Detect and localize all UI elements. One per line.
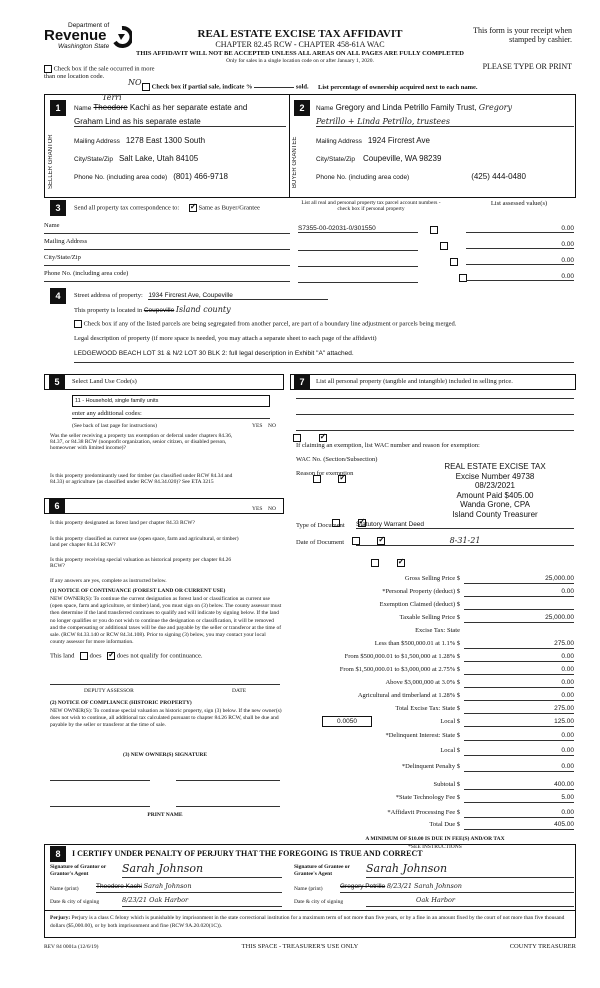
seller-name-line2[interactable]: Graham Lind as his separate estate <box>74 117 286 127</box>
partial-handwritten: NO <box>128 78 142 87</box>
multi-location-row <box>44 65 164 80</box>
located-struck: Coupeville <box>143 307 175 314</box>
grantor-name-hand: Sarah Johnson <box>143 882 192 890</box>
reason-label: Reason for exemption <box>296 470 354 477</box>
seller-city[interactable]: Salt Lake, Utah 84105 <box>118 154 199 163</box>
local-rate[interactable]: 0.0050 <box>322 716 372 727</box>
segregated-checkbox[interactable] <box>74 320 82 328</box>
yes-label: YES <box>252 423 263 429</box>
tax-value[interactable]: 0.00 <box>464 665 574 675</box>
doc-type-label: Type of Document <box>296 522 345 529</box>
seller-name-hand: Terri <box>102 93 122 102</box>
corr-name[interactable]: Name <box>44 222 290 234</box>
parcel-personal-checkbox[interactable] <box>450 258 458 266</box>
form-warning: THIS AFFIDAVIT WILL NOT BE ACCEPTED UNLESS ALL AREAS ON ALL PAGES ARE FULLY COMPLETED <box>136 50 464 57</box>
parcel-row[interactable] <box>298 257 418 267</box>
seller-mailing-label: Mailing Address <box>74 138 120 145</box>
tax-label: Taxable Selling Price $ <box>399 614 460 621</box>
s5-q2: Is this property predominantly used for timber (as classified under RCW 84.34 and 84.33) or agriculture (as classified under RCW 84.34.020)? See ETA 3215 <box>50 473 233 485</box>
tax-label: *Personal Property (deduct) $ <box>382 588 460 595</box>
notice2-body: NEW OWNER(S): To continue special valuation as historic property, sign (3) below. If the new owner(s) does not wish to continue, all additional tax calculated pursuant to chapter 84.26 RCW, shall be due and payable by the seller or transferor at the time of sale. <box>50 708 282 729</box>
grantor-date-label: Date & city of signing <box>50 899 100 905</box>
minimum-note: A MINIMUM OF $10.00 IS DUE IN FEE(S) AND/OR TAX <box>365 836 505 842</box>
tax-value[interactable]: 405.00 <box>464 820 574 830</box>
perjury-text: Perjury is a class C felony which is punishable by imprisonment in the state correctional institution for a maximum term of not more than five years, or by a fine in an amount fixed by the court of not more than five thousand dollars ($5,000.00), or by both imprisonment and fine (RCW 9A.20.020(1C)). <box>50 915 565 929</box>
seller-phone[interactable]: (801) 466-9718 <box>173 172 228 181</box>
s6-q1: Is this property designated as forest land per chapter 84.33 RCW? <box>50 520 195 526</box>
grantor-name-label: Name (print) <box>50 886 79 892</box>
s6-yes: YES <box>252 506 263 512</box>
see-back: (See back of last page for instructions) <box>72 423 157 429</box>
buyer-side-label: BUYER GRANTEE <box>292 136 298 188</box>
same-as-buyer-checkbox[interactable] <box>189 204 197 212</box>
grantee-sig-label: Signature of Grantee or Grantee's Agent <box>294 864 350 877</box>
seller-mailing[interactable]: 1278 East 1300 South <box>125 136 206 145</box>
tax-label: Subtotal $ <box>433 781 460 788</box>
local-label: Local $ <box>440 718 460 725</box>
parcel-personal-checkbox[interactable] <box>440 242 448 250</box>
buyer-mailing-label: Mailing Address <box>316 138 362 145</box>
does-label: does <box>89 652 102 660</box>
stamp-line1: REAL ESTATE EXCISE TAX <box>444 462 546 471</box>
does-checkbox[interactable] <box>80 652 88 660</box>
send-correspondence-row <box>74 204 260 212</box>
personal-property-label: List all personal property (tangible and intangible) included in selling price. <box>316 378 513 385</box>
tax-value[interactable]: 0.00 <box>464 652 574 662</box>
partial-sale-checkbox[interactable] <box>142 83 150 91</box>
treasurer-stamp <box>420 462 570 519</box>
doc-type[interactable]: Statutory Warrant Deed <box>356 521 574 529</box>
tax-value[interactable] <box>464 600 574 610</box>
assessed-value[interactable]: 0.00 <box>466 225 574 233</box>
tax-calculation <box>296 574 574 874</box>
seller-name-row <box>74 103 286 112</box>
type-or-print: PLEASE TYPE OR PRINT <box>482 62 572 71</box>
qualify-row <box>50 652 203 660</box>
tax-label: Local $ <box>440 747 460 754</box>
stamp-line5: Wanda Grone, CPA <box>460 500 530 509</box>
grantee-name-hand: 8/23/21 Sarah Johnson <box>386 882 462 890</box>
doc-date-label: Date of Document <box>296 539 345 546</box>
buyer-phone[interactable]: (425) 444-0480 <box>471 172 526 181</box>
tax-label: From $1,500,000.01 to $3,000,000 at 2.75% $ <box>339 666 460 673</box>
buyer-name-line1[interactable]: Gregory and Linda Petrillo Family Trust, <box>335 103 477 112</box>
grantee-date[interactable]: Oak Harbor <box>366 896 574 907</box>
s6-q3-no[interactable] <box>397 559 405 567</box>
does-not-label: does not qualify for continuance. <box>116 652 203 660</box>
buyer-phone-label: Phone No. (including area code) <box>316 174 410 181</box>
if-any: If any answers are yes, complete as instructed below. <box>50 578 167 584</box>
buyer-mailing[interactable]: 1924 Fircrest Ave <box>367 136 430 145</box>
land-use-code[interactable]: 11 - Household, single family units <box>72 395 270 407</box>
tax-value[interactable]: 25,000.00 <box>464 574 574 584</box>
seller-mailing-row <box>74 136 286 145</box>
grantee-name-struck: Gregory Petrillo <box>340 883 386 890</box>
dept-line1: Department of <box>68 22 110 29</box>
s6-q3: Is this property receiving special valuation as historical property per chapter 84.26 RCW? <box>50 557 232 569</box>
section-2-number: 2 <box>294 100 310 116</box>
section-6-number: 6 <box>49 498 65 514</box>
tax-value[interactable]: 0.00 <box>464 762 574 772</box>
tax-value[interactable]: 0.00 <box>464 678 574 688</box>
section-8-number: 8 <box>50 846 66 862</box>
deputy-date: DATE <box>232 688 247 694</box>
new-owner-sig: (3) NEW OWNER(S) SIGNATURE <box>123 752 207 758</box>
notice1-body: NEW OWNER(S): To continue the current designation as forest land or classification as current use (open space, farm and agriculture, or timber) land, you must sign on (3) below. The county assessor must then determine if the land transferred continues to qualify and will indicate by signing below. If the land no longer qualifies or you do not wish to continue the designation or classification, it will be removed and the compensating or additional taxes will be due and payable by the seller or transferor at the time of sale. (RCW 84.33.140 or RCW 84.34.108). Prior to signing (3) below, you may contact your local county assessor for more information. <box>50 596 282 646</box>
grantor-sig-label: Signature of Grantor or Grantor's Agent <box>50 864 107 877</box>
tax-label: *Delinquent Interest: State $ <box>385 732 460 739</box>
seller-city-label: City/State/Zip <box>74 156 114 163</box>
tax-value[interactable]: 0.00 <box>464 587 574 597</box>
ownership-note: List percentage of ownership acquired next to each name. <box>318 84 478 91</box>
s6-q3-yes[interactable] <box>371 559 379 567</box>
grantee-signature[interactable]: Sarah Johnson <box>366 862 574 878</box>
tax-label: Total Due $ <box>429 821 460 828</box>
corr-phone[interactable]: Phone No. (including area code) <box>44 270 290 282</box>
tax-label: *State Technology Fee $ <box>395 794 460 801</box>
legal-description[interactable]: LEDGEWOOD BEACH LOT 31 & N/2 LOT 30 BLK 2: full legal description in Exhibit "A" attached. <box>74 350 354 357</box>
revenue-logo-icon <box>112 26 132 48</box>
grantor-name-field[interactable] <box>96 882 282 893</box>
assessed-value[interactable]: 0.00 <box>466 273 574 281</box>
segregated-row <box>74 320 574 328</box>
grantor-signature[interactable]: Sarah Johnson <box>122 862 282 878</box>
seller-phone-label: Phone No. (including area code) <box>74 174 168 181</box>
seller-name-struck: Theodore <box>93 103 128 112</box>
grantee-name-label: Name (print) <box>294 886 323 892</box>
assessed-value[interactable]: 0.00 <box>466 257 574 265</box>
certify-text: I CERTIFY UNDER PENALTY OF PERJURY THAT THE FOREGOING IS TRUE AND CORRECT <box>72 849 423 858</box>
buyer-phone-row <box>316 172 574 181</box>
this-land: This land <box>50 652 75 660</box>
receipt-note: This form is your receipt when stamped by cashier. <box>473 26 572 44</box>
section-3-number: 3 <box>50 200 66 216</box>
tax-value[interactable]: 0.00 <box>464 731 574 741</box>
corr-city[interactable]: City/State/Zip <box>44 254 290 266</box>
tax-value[interactable]: 0.00 <box>464 691 574 701</box>
dept-line2: Revenue <box>44 27 107 44</box>
seller-name-label: Name <box>74 105 92 112</box>
tax-label: Exemption Claimed (deduct) $ <box>379 601 460 608</box>
s6-q2: Is this property classified as current use (open space, farm and agricultural, or timber) land per chapter 84.34 RCW? <box>50 536 239 548</box>
tax-label: Gross Selling Price $ <box>404 575 460 582</box>
same-as-label: Same as Buyer/Grantee <box>198 204 260 212</box>
sold-label: sold. <box>295 83 309 91</box>
stamp-line2: Excise Number 49738 <box>455 471 535 481</box>
form-chapter: CHAPTER 82.45 RCW - CHAPTER 458-61A WAC <box>215 40 385 49</box>
section-1-number: 1 <box>50 100 66 116</box>
s5-q1: Was the seller receiving a property tax exemption or deferral under chapters 84.36, 84.37, or 84.38 RCW (nonprofit organization, senior citizen, or disabled person, homeowner with limited income)? <box>50 433 233 451</box>
grantor-date[interactable]: 8/23/21 Oak Harbor <box>122 896 282 907</box>
additional-codes: enter any additional codes: <box>72 410 142 417</box>
parcel-row[interactable] <box>298 241 418 251</box>
parcel-row[interactable] <box>298 273 418 283</box>
form-title: REAL ESTATE EXCISE TAX AFFIDAVIT <box>197 28 403 40</box>
tax-label: Less than $500,000.01 at 1.1% $ <box>374 640 460 647</box>
tax-value[interactable]: 25,000.00 <box>464 613 574 623</box>
see-instructions: *SEE INSTRUCTIONS <box>408 844 462 850</box>
seller-city-row <box>74 154 286 163</box>
wac-label: WAC No. (Section/Subsection) <box>296 456 378 463</box>
tax-label: *Delinquent Penalty $ <box>401 763 460 770</box>
tax-value[interactable]: 275.00 <box>464 639 574 649</box>
tax-label: Above $3,000,000 at 3.0% $ <box>385 679 460 686</box>
s6-no: NO <box>268 506 276 512</box>
partial-sale-label: Check box if partial sale, indicate % <box>151 83 253 91</box>
multi-location-checkbox[interactable] <box>44 65 52 73</box>
doc-date[interactable]: 8-31-21 <box>356 536 574 546</box>
buyer-name-hand2: Petrillo + Linda Petrillo, trustees <box>316 117 574 127</box>
seller-side-label: SELLER GRANTOR <box>48 134 54 190</box>
does-not-checkbox[interactable] <box>107 652 115 660</box>
located-hand[interactable]: Island county <box>175 305 231 314</box>
tax-label: From $500,000.01 to $1,500,000 at 1.28% $ <box>344 653 460 660</box>
deputy-assessor: DEPUTY ASSESSOR <box>84 688 134 694</box>
street-label: Street address of property: <box>74 292 143 299</box>
notice2-title: (2) NOTICE OF COMPLIANCE (HISTORIC PROPERTY) <box>50 700 192 706</box>
partial-sale-row <box>142 83 309 91</box>
seller-name-line1[interactable]: Kachi as her separate estate and <box>129 103 248 112</box>
footer-right: COUNTY TREASURER <box>509 943 576 950</box>
tax-label: *Affidavit Processing Fee $ <box>387 809 460 816</box>
no-label: NO <box>268 423 276 429</box>
grantor-name-struck: Theodore Kachi <box>96 883 142 890</box>
street-value[interactable]: 1934 Fircrest Ave, Coupeville <box>148 292 328 300</box>
print-name: PRINT NAME <box>147 812 183 818</box>
buyer-name-hand1: Gregory <box>478 103 512 112</box>
tax-label: Total Excise Tax: State $ <box>395 705 460 712</box>
buyer-mailing-row <box>316 136 574 145</box>
stamp-line4: Amount Paid $405.00 <box>456 490 534 500</box>
tax-value[interactable]: 275.00 <box>464 704 574 714</box>
parcel-personal-checkbox[interactable] <box>430 226 438 234</box>
section-4-number: 4 <box>50 288 66 304</box>
perjury-label: Perjury: <box>50 915 71 921</box>
buyer-city-row <box>316 154 574 163</box>
corr-mailing[interactable]: Mailing Address <box>44 238 290 250</box>
assessed-header: List assessed value(s) <box>490 200 548 207</box>
segregated-label: Check box if any of the listed parcels are being segregated from another parcel, are part of a boundary line adjustment or parcels being merged. <box>83 320 457 328</box>
buyer-name-row <box>316 103 574 112</box>
section-7-number: 7 <box>294 374 310 390</box>
notice1-title: (1) NOTICE OF CONTINUANCE (FOREST LAND OR CURRENT USE) <box>50 588 226 594</box>
footer-form-number: REV 84 0001a (12/6/19) <box>44 944 99 950</box>
stamp-line6: Island County Treasurer <box>452 509 538 519</box>
dept-line3: Washington State <box>58 43 110 50</box>
located-label: This property is located in <box>74 307 143 314</box>
send-label: Send all property tax correspondence to: <box>74 204 180 212</box>
perjury-notice <box>50 914 570 930</box>
multi-location-label: Check box if the sale occurred in more than one location code. <box>44 65 155 80</box>
local-value[interactable]: 125.00 <box>464 717 574 727</box>
buyer-name-label: Name <box>316 105 334 112</box>
tax-value[interactable]: 0.00 <box>464 746 574 756</box>
buyer-city[interactable]: Coupeville, WA 98239 <box>362 154 442 163</box>
tax-label: Excise Tax: State <box>415 627 460 634</box>
exemption-label: If claiming an exemption, list WAC number and reason for exemption: <box>296 442 480 449</box>
parcel-header: List all real and personal property tax parcel account numbers - check box if personal property <box>301 200 441 212</box>
assessed-value[interactable]: 0.00 <box>466 241 574 249</box>
legal-label: Legal description of property (if more space is needed, you may attach a separate sheet to each page of the affidavit) <box>74 335 377 342</box>
land-use-label: Select Land Use Code(s) <box>72 378 137 385</box>
located-row <box>74 305 374 314</box>
tax-value[interactable]: 400.00 <box>464 780 574 790</box>
footer-center: THIS SPACE - TREASURER'S USE ONLY <box>241 943 359 950</box>
buyer-city-label: City/State/Zip <box>316 156 356 163</box>
logo <box>44 22 109 50</box>
tax-label: Agricultural and timberland at 1.28% $ <box>357 692 460 699</box>
tax-value[interactable]: 5.00 <box>464 793 574 803</box>
tax-value[interactable]: 0.00 <box>464 808 574 818</box>
grantee-date-label: Date & city of signing <box>294 899 344 905</box>
seller-phone-row <box>74 172 286 181</box>
grantee-name-field[interactable] <box>340 882 574 893</box>
section-5-number: 5 <box>49 374 65 390</box>
stamp-line3: 08/23/2021 <box>474 481 516 490</box>
form-only-for: Only for sales in a single location code on or after January 1, 2020. <box>226 58 374 64</box>
street-row <box>74 292 374 300</box>
parcel-row[interactable]: S7355-00-02031-0/301550 <box>298 225 418 233</box>
